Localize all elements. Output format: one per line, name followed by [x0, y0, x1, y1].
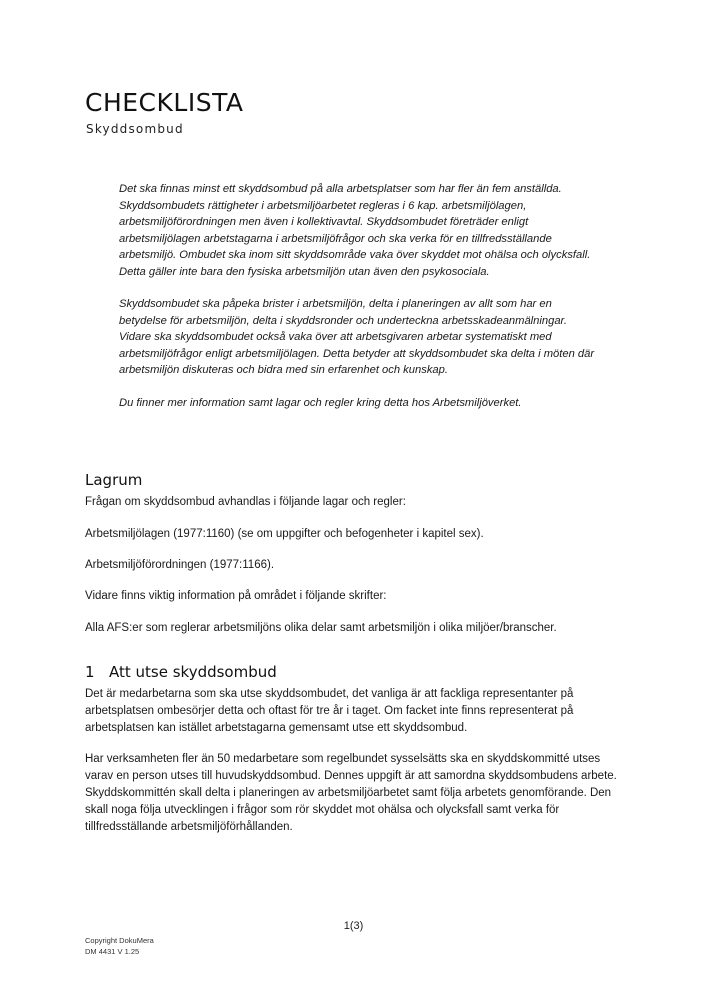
- document-id: DM 4431 V 1.25: [85, 946, 140, 956]
- section-number: 1: [85, 663, 95, 681]
- lagrum-line: Alla AFS:er som reglerar arbetsmiljöns olika delar samt arbetsmiljön i olika miljöer/branscher.: [85, 622, 557, 634]
- intro-block: [119, 181, 599, 427]
- lagrum-heading: Lagrum: [85, 471, 143, 489]
- intro-paragraph: Det ska finnas minst ett skyddsombud på alla arbetsplatser som har fler än fem anställda. Skyddsombudets rättigheter i arbetsmiljöarbetet regleras i 6 kap. arbetsmiljölagen, arbetsmiljöförordningen men även i kollektivavtal. Skyddsombudet företräder enligt arbetsmiljölagen arbetstagarna i arbetsmiljöfrågor och ska verka för en tillfredsställande arbetsmiljö. Ombudet ska inom sitt skyddsområde vaka över skyddet mot ohälsa och olycksfall. Detta gäller inte bara den fysiska arbetsmiljön utan även den psykosociala.: [119, 183, 591, 278]
- section-heading: [85, 663, 277, 681]
- lagrum-line: Arbetsmiljöförordningen (1977:1166).: [85, 559, 275, 571]
- section-paragraph: Det är medarbetarna som ska utse skyddsombudet, det vanliga är att fackliga representanter på arbetsplatsen ombesörjer detta och oftast för tre år i taget. Om facket inte finns representerat på arbetsplatsen kan istället arbetstagarna gemensamt utse ett skyddsombud.: [85, 688, 574, 734]
- lagrum-line: Vidare finns viktig information på området i följande skrifter:: [85, 590, 387, 602]
- document-title: CHECKLISTA: [85, 88, 244, 117]
- section-title: Att utse skyddsombud: [109, 663, 277, 681]
- intro-paragraph: Du finner mer information samt lagar och regler kring detta hos Arbetsmiljöverket.: [119, 396, 522, 409]
- lagrum-line: Arbetsmiljölagen (1977:1160) (se om uppgifter och befogenheter i kapitel sex).: [85, 528, 484, 540]
- intro-paragraph: Skyddsombudet ska påpeka brister i arbetsmiljön, delta i planeringen av allt som har en betydelse för arbetsmiljön, delta i skyddsronder och underteckna arbetsskadeanmälningar. Vidare ska skyddsombudet också vaka över att arbetsgivaren arbetar systematiskt med arbetsmiljöfrågor enligt arbetsmiljölagen. Detta betyder att skyddsombudet ska delta i möten där arbetsmiljön diskuteras och bidra med sin erfarenhet och kunskap.: [119, 298, 595, 376]
- section-paragraph: Har verksamheten fler än 50 medarbetare som regelbundet sysselsätts ska en skyddskommitté utses varav en person utses till huvudskyddsombud. Dennes uppgift är att samordna skyddsombudens arbete. Skyddskommittén skall delta i planeringen av arbetsmiljöarbetet samt följa arbetets genomförande. Den skall noga följa utvecklingen i frågor som rör skyddet mot ohälsa och olycksfall samt verka för tillfredsställande arbetsmiljöförhållanden.: [85, 753, 617, 833]
- page-number: 1(3): [343, 920, 364, 932]
- footer-meta: [85, 936, 154, 957]
- copyright-text: Copyright DokuMera: [85, 936, 154, 945]
- lagrum-line: Frågan om skyddsombud avhandlas i följande lagar och regler:: [85, 496, 406, 508]
- document-subtitle: Skyddsombud: [86, 122, 184, 136]
